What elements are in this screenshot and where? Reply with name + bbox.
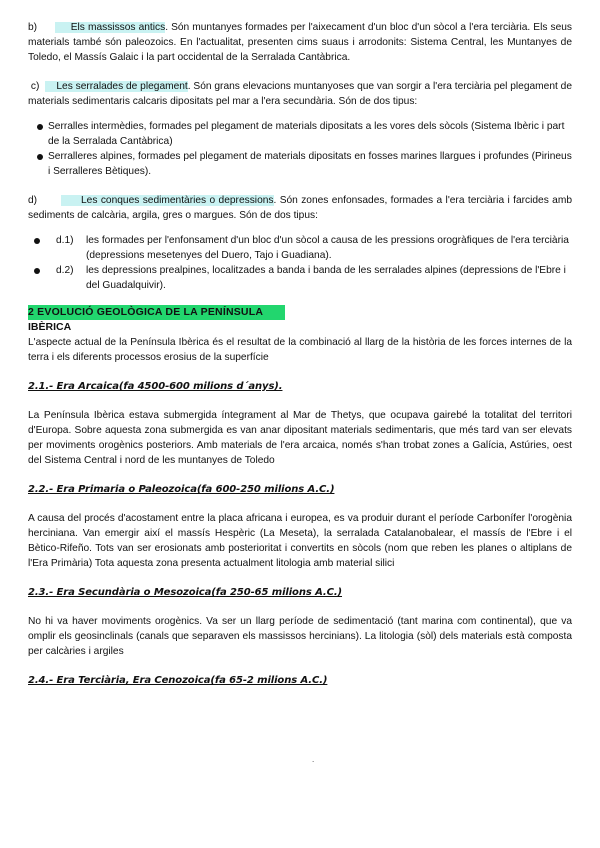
era-heading: 2.3.- Era Secundària o Mesozoica(fa 250-65 milions A.C.) [28, 587, 343, 598]
paragraph-b [28, 20, 572, 65]
list-item: Serralleres alpines, formades pel plegament de materials dipositats en fosses marines llargues i profundes (Pirineus i Serralleres Bètiques). [28, 149, 572, 179]
item-label: c) [30, 81, 40, 92]
paragraph-c [28, 79, 572, 109]
paragraph-text: . Són zones enfonsades, formades a l'era terciària i farcides amb sediments de calcària, argila, gres o margues. Són de dos tipus: [28, 195, 572, 221]
era-text: No hi va haver moviments orogènics. Va ser un llarg període de sedimentació (tant marina com continental), que va omplir els geosinclinals (canals que separaven els massissos hercinians). La litologia (sòl) dels materials està composta per calcàries i argiles [28, 616, 572, 657]
bullet-icon [34, 238, 40, 244]
bullet-icon [37, 124, 43, 130]
section-title: 2 EVOLUCIÓ GEOLÒGICA DE LA PENÍNSULA [28, 305, 572, 320]
bullet-icon [37, 154, 43, 160]
paragraph-text: . Són grans elevacions muntanyoses que van sorgir a l'era terciària pel plegament de materials sedimentaris calcaris dipositats pel mar a l'era secundària. Són de dos tipus: [28, 81, 572, 107]
item-label: d) [28, 195, 38, 206]
bullet-list-c [28, 119, 572, 179]
list-item: d.1) les formades per l'enfonsament d'un bloc d'un sòcol a causa de les pressions orogràfiques de l'era terciària (depressions mesetenyes del Duero, Tajo i Guadiana). [34, 233, 572, 263]
paragraph-d [28, 193, 572, 223]
paragraph-text: . Són muntanyes formades per l'aixecament d'un bloc d'un sòcol a l'era terciària. Els seus materials també són paleozoics. En l'actualitat, presenten cims suaus i arrodonits: Sistema Central, les Muntanyes de Toledo, el Massís Galaic i la part occidental de la Serralada Cantàbrica. [28, 22, 573, 63]
highlighted-term: Les conques sedimentàries o depressions [61, 195, 274, 206]
bullet-icon [34, 268, 40, 274]
section-subtitle: IBÈRICA [28, 321, 72, 333]
era-text: A causa del procés d'acostament entre la placa africana i europea, es va produir durant el període Carbonífer l'orogènia herciniana. Van emergir així el massís Hespèric (La Meseta), la serralada Catalanobalear, el massís de l'Ebre i el Bètico-Rifeño. Tots van ser erosionats amb posterioritat i convertits en sòcols (nom que reben les planes o altiplans de l'Era Primària) Tota aquesta zona presenta actualment litologia amb material silici [28, 513, 572, 569]
highlighted-term: Els massissos antics [55, 22, 165, 33]
bullet-list-d [34, 233, 572, 293]
highlighted-term: Les serralades de plegament [45, 81, 188, 92]
era-heading: 2.1.- Era Arcaica(fa 4500-600 milions d´anys). [28, 381, 283, 392]
era-text: La Península Ibèrica estava submergida íntegrament al Mar de Thetys, que ocupava gairebé la totalitat del territori d'Europa. Sobre aquesta zona submergida es van anar dipositant materials sedimentaris, que més tard van ser elevats per moviments orogènics posteriors. Amb materials de l'era arcaica, només s'han trobat zones a Galícia, Astúries, oest del Sistema Central i nord de les muntanyes de Toledo [28, 410, 572, 466]
era-heading: 2.4.- Era Terciària, Era Cenozoica(fa 65-2 milions A.C.) [28, 675, 328, 686]
list-item: Serralles intermèdies, formades pel plegament de materials dipositats a les vores dels sòcols (Sistema Ibèric i part de la Serralada Cantàbrica) [28, 119, 572, 149]
section-intro: L'aspecte actual de la Península Ibèrica és el resultat de la combinació al llarg de la història de les forces internes de la terra i els diferents processos erosius de la superfície [28, 337, 572, 363]
list-item: d.2) les depressions prealpines, localitzades a banda i banda de les serralades alpines (depressions de l'Ebre i del Guadalquivir). [34, 263, 572, 293]
item-label: b) [28, 22, 38, 33]
era-heading: 2.2.- Era Primaria o Paleozoica(fa 600-250 milions A.C.) [28, 484, 335, 495]
stray-mark: . [312, 755, 315, 764]
